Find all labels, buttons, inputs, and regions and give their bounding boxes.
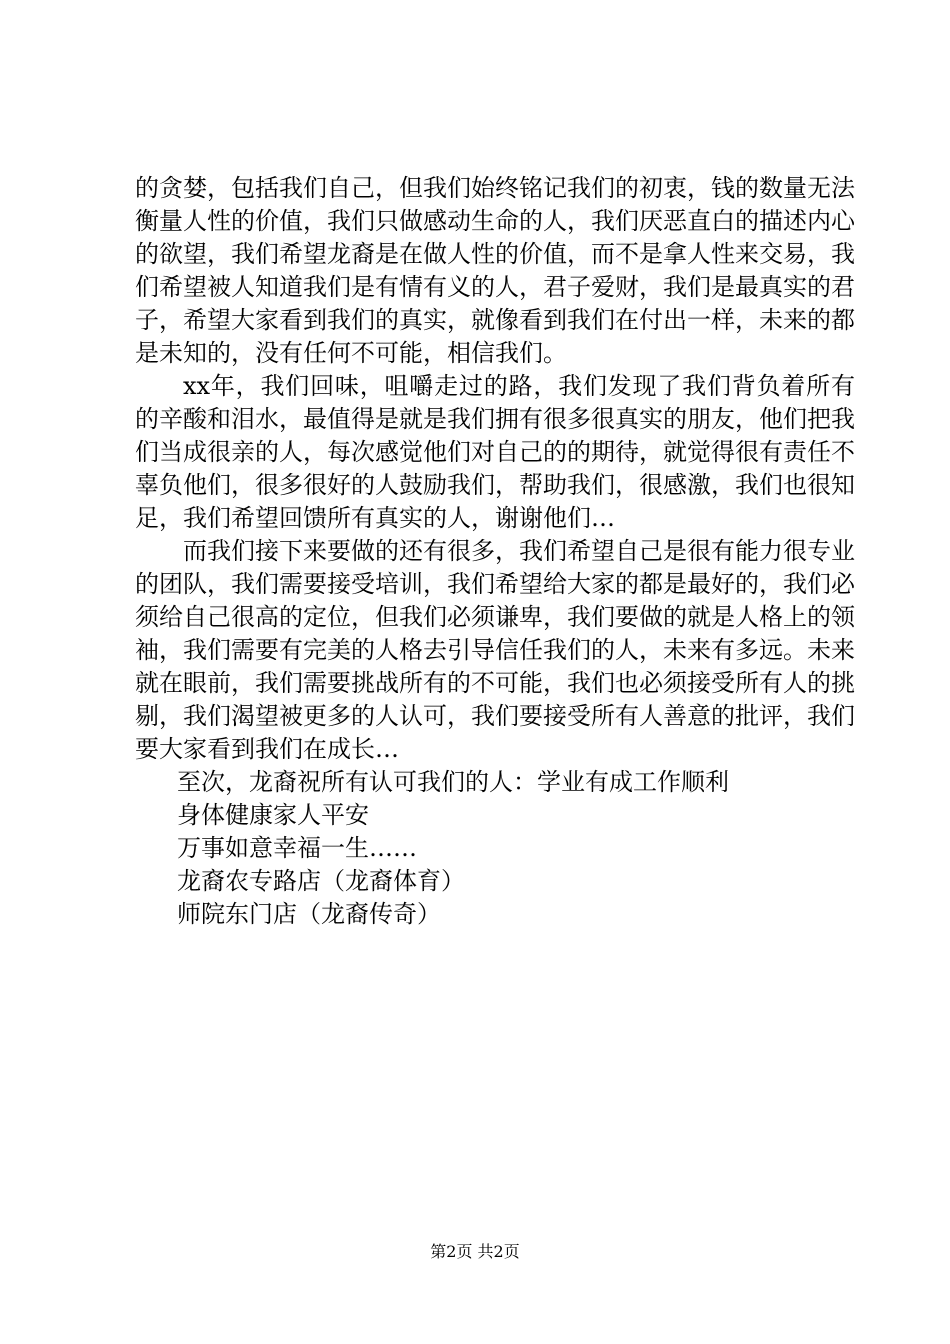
document-body: [135, 172, 855, 931]
page-number: 第2页 共2页: [430, 1242, 520, 1261]
store-shiyuan-east-gate: 师院东门店（龙裔传奇）: [177, 900, 441, 928]
closing-wishes: 至次，龙裔祝所有认可我们的人：学业有成工作顺利: [177, 768, 729, 796]
paragraph-1: 的贪婪，包括我们自己，但我们始终铭记我们的初衷，钱的数量无法衡量人性的价值，我们只做感动生命的人，我们厌恶直白的描述内心的欲望，我们希望龙裔是在做人性的价值，而不是拿人性来交易，我们希望被人知道我们是有情有义的人，君子爱财，我们是最真实的君子，希望大家看到我们的真实，就像看到我们在付出一样，未来的都是未知的，没有任何不可能，相信我们。: [135, 174, 855, 367]
paragraph-2: xx年，我们回味，咀嚼走过的路，我们发现了我们背负着所有的辛酸和泪水，最值得是就是我们拥有很多很真实的朋友，他们把我们当成很亲的人，每次感觉他们对自己的的期待，就觉得很有责任不辜负他们，很多很好的人鼓励我们，帮助我们，很感激，我们也很知足，我们希望回馈所有真实的人，谢谢他们…: [135, 372, 855, 532]
closing-happiness: 万事如意幸福一生……: [177, 834, 417, 862]
store-nongzhuan-road: 龙裔农专路店（龙裔体育）: [177, 867, 465, 895]
paragraph-3: 而我们接下来要做的还有很多，我们希望自己是很有能力很专业的团队，我们需要接受培训，我们希望给大家的都是最好的，我们必须给自己很高的定位，但我们必须谦卑，我们要做的就是人格上的领袖，我们需要有完美的人格去引导信任我们的人，未来有多远。未来就在眼前，我们需要挑战所有的不可能，我们也必须接受所有人的挑剔，我们渴望被更多的人认可，我们要接受所有人善意的批评，我们要大家看到我们在成长…: [135, 537, 855, 763]
page-footer: [0, 1242, 950, 1262]
closing-health: 身体健康家人平安: [177, 801, 369, 829]
